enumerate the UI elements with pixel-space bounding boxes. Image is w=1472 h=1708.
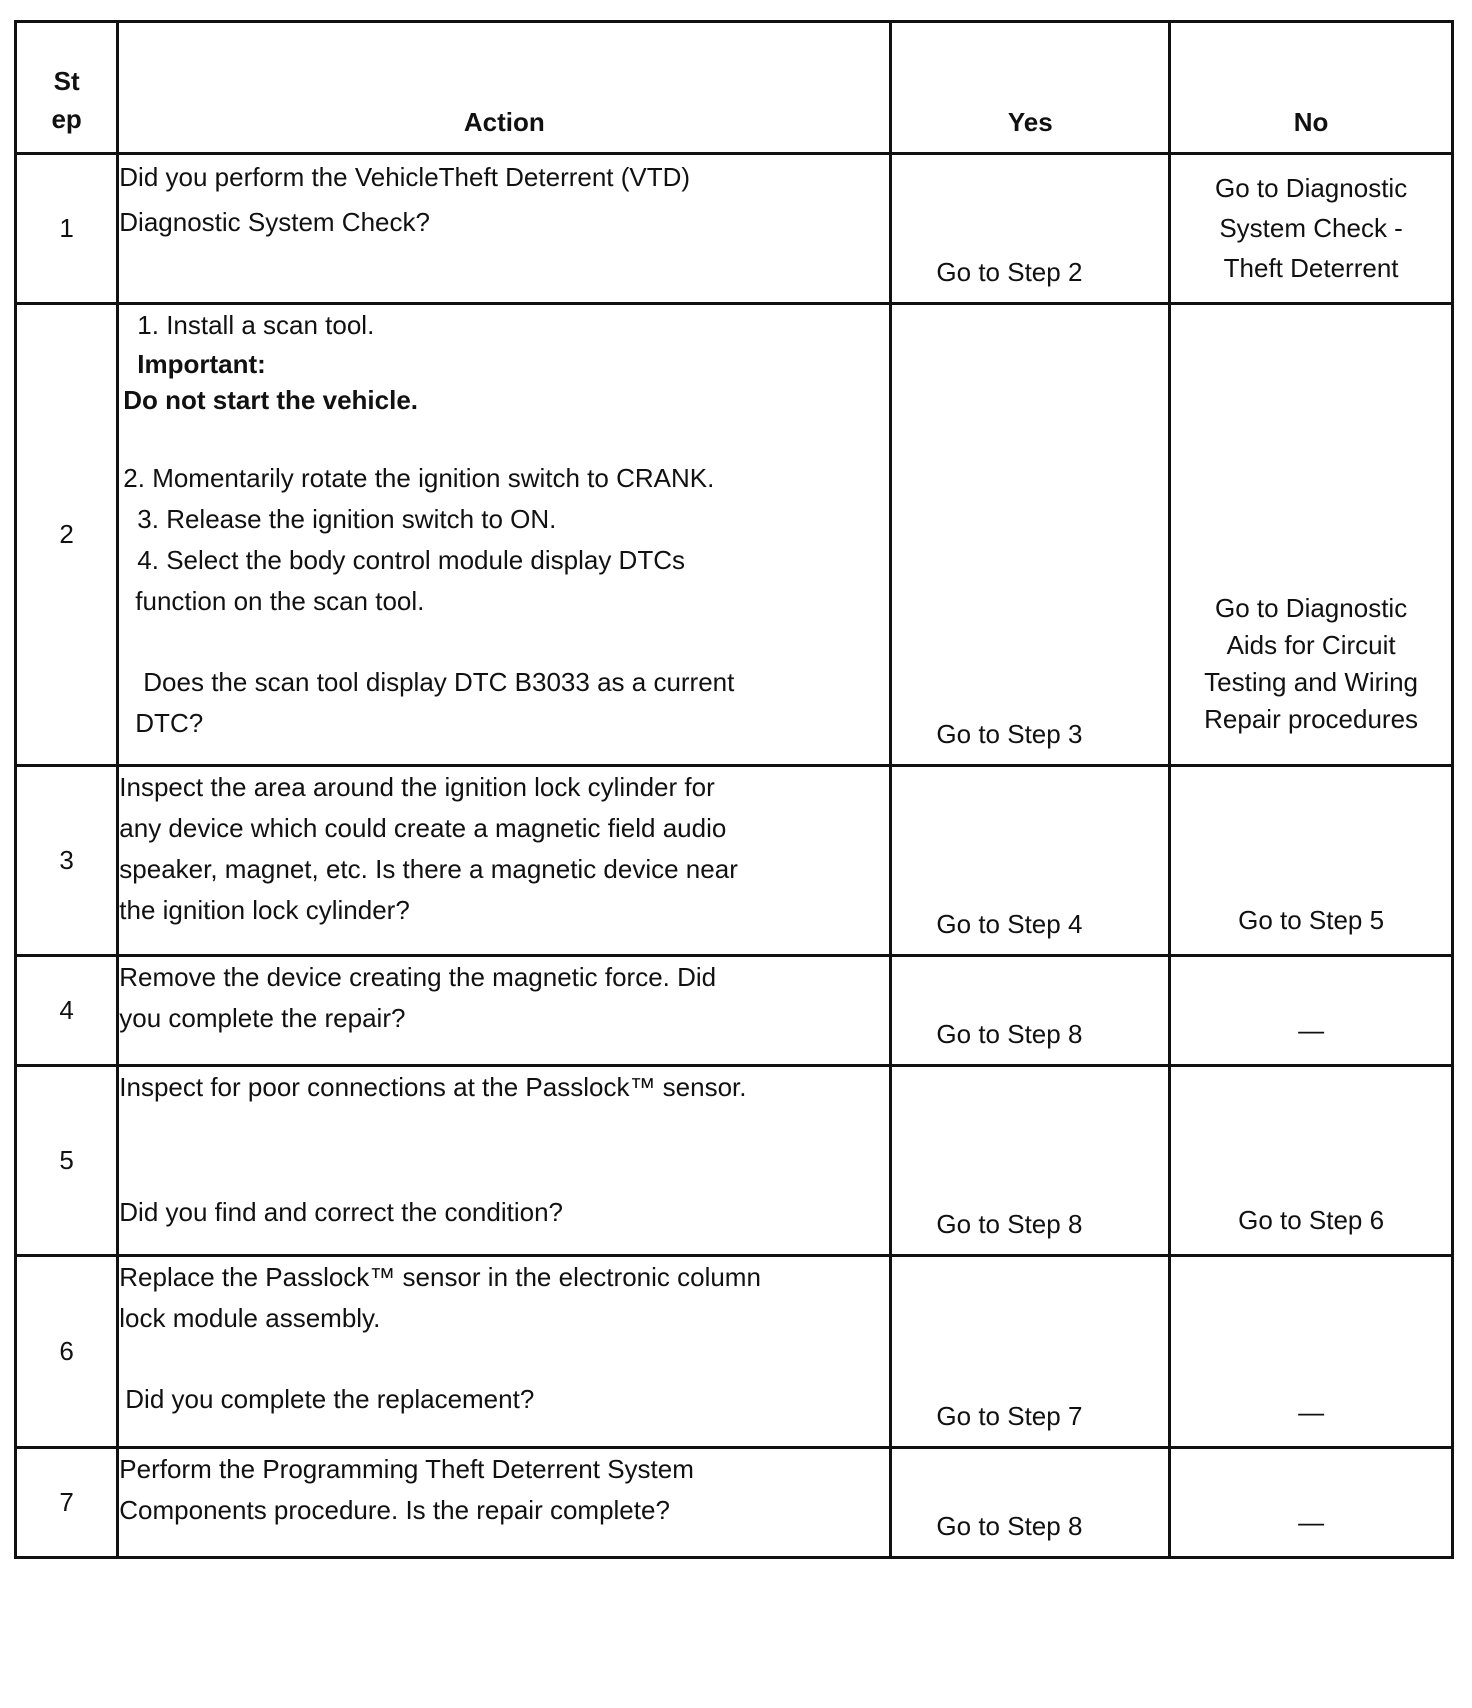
- yes-cell: Go to Step 2: [891, 154, 1170, 304]
- action-text: Inspect the area around the ignition lock cylinder for: [119, 772, 715, 802]
- action-text: Did you complete the replacement?: [125, 1384, 535, 1414]
- no-text: Go to Diagnostic: [1214, 593, 1408, 623]
- table-row: [16, 154, 1453, 304]
- action-text: Replace the Passlock™ sensor in the electronic column: [119, 1262, 761, 1292]
- important-text: Do not start the vehicle.: [123, 385, 419, 415]
- header-action: Action: [118, 22, 891, 154]
- step-number: 2: [16, 304, 118, 766]
- diagnostic-table: [14, 20, 1454, 1559]
- step-number: 3: [16, 766, 118, 956]
- header-no: No: [1170, 22, 1453, 154]
- important-label: Important:: [137, 349, 266, 379]
- no-text: System Check -: [1219, 213, 1403, 243]
- yes-cell: Go to Step 8: [891, 1448, 1170, 1558]
- action-cell: [118, 1448, 891, 1558]
- action-cell: [118, 154, 891, 304]
- header-step-line1: St: [53, 66, 80, 96]
- table-row: [16, 304, 1453, 766]
- no-text: Aids for Circuit: [1226, 630, 1396, 660]
- yes-cell: Go to Step 4: [891, 766, 1170, 956]
- no-cell: —: [1170, 1256, 1453, 1448]
- header-row: [16, 22, 1453, 154]
- no-cell: —: [1170, 956, 1453, 1066]
- no-cell: —: [1170, 1448, 1453, 1558]
- no-cell: [1170, 154, 1453, 304]
- action-cell: [118, 1256, 891, 1448]
- yes-cell: Go to Step 8: [891, 1066, 1170, 1256]
- header-step-line2: ep: [51, 104, 82, 134]
- yes-cell: Go to Step 7: [891, 1256, 1170, 1448]
- step-number: 5: [16, 1066, 118, 1256]
- step-number: 7: [16, 1448, 118, 1558]
- step-number: 4: [16, 956, 118, 1066]
- action-text: Perform the Programming Theft Deterrent System: [119, 1454, 694, 1484]
- no-text: Repair procedures: [1204, 704, 1419, 734]
- action-text: Inspect for poor connections at the Passlock™ sensor.: [119, 1072, 747, 1102]
- header-step: [16, 22, 118, 154]
- table-row: [16, 1066, 1453, 1256]
- action-text: Remove the device creating the magnetic force. Did: [119, 962, 717, 992]
- table-row: [16, 1448, 1453, 1558]
- action-text: the ignition lock cylinder?: [119, 895, 410, 925]
- no-text: Go to Diagnostic: [1214, 173, 1408, 203]
- table-row: [16, 1256, 1453, 1448]
- action-text: any device which could create a magnetic field audio: [119, 813, 727, 843]
- action-cell: [118, 304, 891, 766]
- action-text: Did you find and correct the condition?: [119, 1197, 563, 1227]
- no-cell: Go to Step 6: [1170, 1066, 1453, 1256]
- action-text: Did you perform the VehicleTheft Deterrent (VTD): [119, 162, 691, 192]
- action-text: Components procedure. Is the repair complete?: [119, 1495, 670, 1525]
- step-number: 6: [16, 1256, 118, 1448]
- action-step: 4. Select the body control module display DTCs: [137, 545, 685, 575]
- no-text: Theft Deterrent: [1223, 253, 1399, 283]
- table-row: [16, 956, 1453, 1066]
- action-step: function on the scan tool.: [135, 586, 425, 616]
- action-step: 2. Momentarily rotate the ignition switch to CRANK.: [123, 463, 715, 493]
- action-text: lock module assembly.: [119, 1303, 381, 1333]
- action-cell: [118, 766, 891, 956]
- action-text: you complete the repair?: [119, 1003, 406, 1033]
- header-yes: Yes: [891, 22, 1170, 154]
- no-text: Testing and Wiring: [1204, 667, 1419, 697]
- action-text: speaker, magnet, etc. Is there a magnetic device near: [119, 854, 738, 884]
- action-cell: [118, 956, 891, 1066]
- action-question: Does the scan tool display DTC B3033 as a current: [143, 667, 735, 697]
- table-row: [16, 766, 1453, 956]
- header-step-full: [0, 0, 1, 1]
- action-step: 3. Release the ignition switch to ON.: [137, 504, 557, 534]
- action-cell: [118, 1066, 891, 1256]
- action-step: 1. Install a scan tool.: [137, 310, 375, 340]
- yes-cell: Go to Step 3: [891, 304, 1170, 766]
- no-cell: [1170, 304, 1453, 766]
- action-text: Diagnostic System Check?: [119, 207, 430, 237]
- action-question: DTC?: [135, 708, 204, 738]
- no-cell: Go to Step 5: [1170, 766, 1453, 956]
- step-number: 1: [16, 154, 118, 304]
- yes-cell: Go to Step 8: [891, 956, 1170, 1066]
